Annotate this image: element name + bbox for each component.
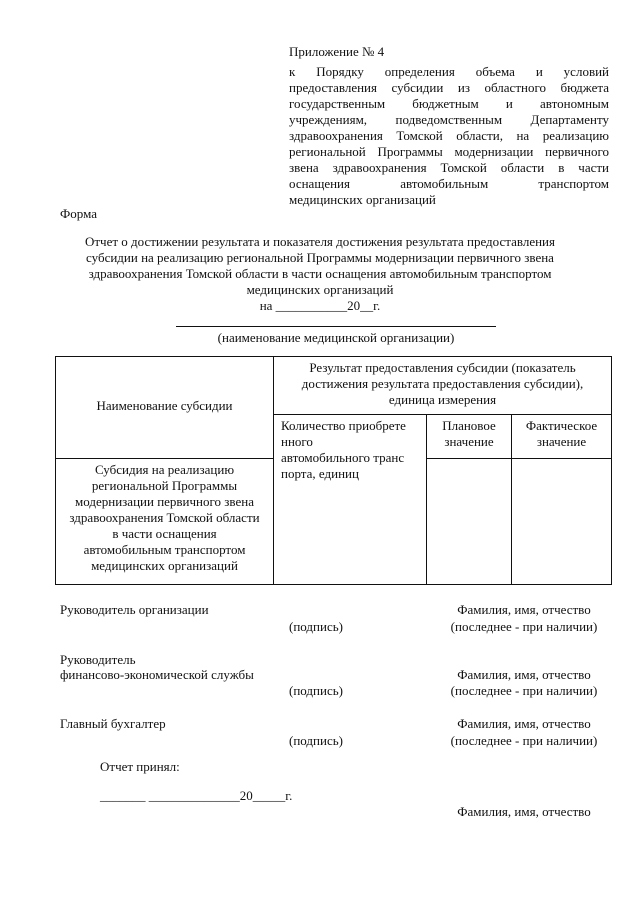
subsidy-line: Субсидия на реализацию <box>94 462 235 477</box>
appendix-line: здравоохранения Томской области, на реализацию <box>289 128 609 143</box>
table-header-actual <box>512 418 611 450</box>
signature-sign-caption: (подпись) <box>289 683 343 698</box>
quantity-header-line: автомобильного транс <box>281 450 405 465</box>
signature-name-note: (последнее - при наличии) <box>450 683 598 698</box>
report-title-line: здравоохранения Томской области в части оснащения автомобильным транспортом <box>88 266 552 281</box>
signature-name-caption: Фамилия, имя, отчество <box>457 667 591 682</box>
table-group-header <box>274 360 611 408</box>
appendix-line: звена здравоохранения Томской области в части <box>289 160 609 175</box>
report-title-line: Отчет о достижении результата и показателя достижения результата предоставления <box>84 234 555 249</box>
signature-name-note: (последнее - при наличии) <box>450 619 598 634</box>
accepted-name-caption: Фамилия, имя, отчество <box>457 804 591 819</box>
subsidy-line: здравоохранения Томской области <box>69 510 260 525</box>
quantity-header-line: Количество приобрете <box>281 418 406 433</box>
signature-role: финансово-экономической службы <box>60 667 254 682</box>
table-header-planned <box>427 418 511 450</box>
table-border-right <box>611 356 612 585</box>
accepted-date-line: _______ ______________20_____г. <box>100 788 293 803</box>
appendix-last-line: медицинских организаций <box>289 192 436 207</box>
group-header-line: Результат предоставления субсидии (показатель <box>309 360 576 375</box>
subsidy-line: региональной Программы <box>91 478 238 493</box>
subsidy-line: медицинских организаций <box>91 558 238 573</box>
planned-header-line: Плановое <box>442 418 496 433</box>
accepted-label: Отчет принял: <box>100 759 180 774</box>
table-row-divider <box>55 458 273 459</box>
signature-name-note: (последнее - при наличии) <box>450 733 598 748</box>
table-row-divider <box>426 458 612 459</box>
report-title-line: медицинских организаций <box>246 282 394 297</box>
org-name-line <box>176 326 496 327</box>
table-cell-subsidy <box>56 462 273 574</box>
appendix-line: государственным бюджетным и автономным <box>289 96 609 111</box>
signature-sign-caption: (подпись) <box>289 733 343 748</box>
signature-sign-caption: (подпись) <box>289 619 343 634</box>
group-header-line: единица измерения <box>388 392 497 407</box>
report-title-line: субсидии на реализацию региональной Программы модернизации первичного звена <box>86 250 554 265</box>
signature-name-caption: Фамилия, имя, отчество <box>457 602 591 617</box>
appendix-line: предоставления субсидии из областного бюджета <box>289 80 609 95</box>
signature-role: Руководитель организации <box>60 602 209 617</box>
table-group-divider <box>273 414 612 415</box>
appendix-line: учреждениям, подведомственным Департаменту <box>289 112 609 127</box>
subsidy-line: модернизации первичного звена <box>75 494 254 509</box>
signature-role: Главный бухгалтер <box>60 716 166 731</box>
table-border-bottom <box>55 584 612 585</box>
appendix-line: оснащения автомобильным транспортом <box>289 176 609 191</box>
org-caption: (наименование медицинской организации) <box>217 330 455 345</box>
quantity-header-line: нного <box>281 434 313 449</box>
signature-name-caption: Фамилия, имя, отчество <box>457 716 591 731</box>
signature-role: Руководитель <box>60 652 136 667</box>
actual-header-line: Фактическое <box>525 418 598 433</box>
subsidy-line: автомобильным транспортом <box>83 542 246 557</box>
appendix-line: к Порядку определения объема и условий <box>289 64 609 79</box>
table-header-quantity <box>281 418 406 482</box>
subsidy-line: в части оснащения <box>112 526 217 541</box>
planned-header-line: значение <box>444 434 494 449</box>
table-border-top <box>55 356 612 357</box>
appendix-line: региональной Программы модернизации первичного <box>289 144 609 159</box>
actual-header-line: значение <box>536 434 587 449</box>
group-header-line: достижения результата предоставления субсидии), <box>301 376 584 391</box>
form-label: Форма <box>60 206 97 221</box>
report-date-line: на ___________20__г. <box>259 298 381 313</box>
quantity-header-line: порта, единиц <box>281 466 359 481</box>
table-header-subsidy-name: Наименование субсидии <box>96 398 233 413</box>
appendix-title: Приложение № 4 <box>289 44 385 59</box>
